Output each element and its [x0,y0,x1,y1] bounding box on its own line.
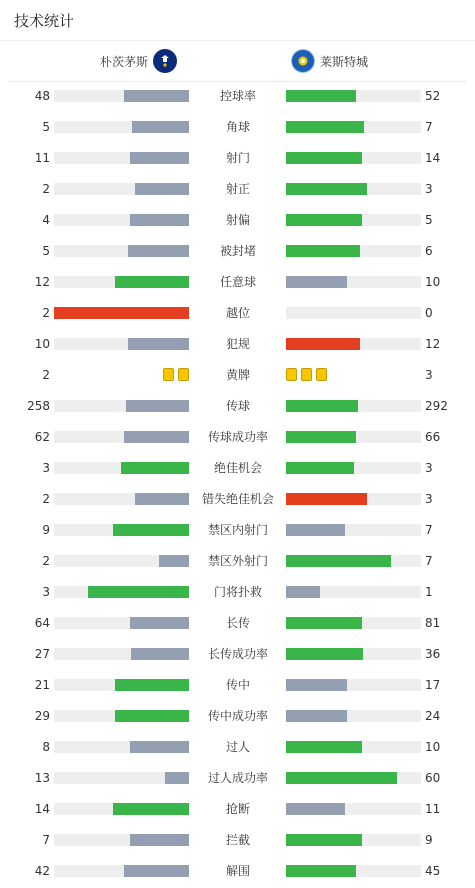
stat-row [0,267,475,298]
away-team-crest-icon [291,49,315,73]
stat-label: 角球 [225,120,250,134]
away-value: 0 [425,306,433,320]
home-bar-fill [165,772,189,784]
away-bar-track [286,772,421,784]
away-bar-fill [286,617,362,629]
stat-row [0,701,475,732]
away-value: 11 [425,802,441,816]
stat-row [0,670,475,701]
away-value: 60 [425,771,441,785]
away-value: 14 [425,151,441,165]
stat-row [0,391,475,422]
stat-label: 射偏 [225,213,250,227]
yellow-card-icon [316,368,327,381]
away-bar-fill [286,431,356,443]
home-yellow-cards [163,368,189,381]
away-bar-track [286,152,421,164]
away-bar-fill [286,710,347,722]
away-bar-fill [286,214,362,226]
away-bar-fill [286,183,367,195]
stat-label: 黄牌 [225,368,250,382]
away-bar-track [286,741,421,753]
away-bar-track [286,121,421,133]
stat-label: 禁区外射门 [207,554,268,568]
away-team-name: 莱斯特城 [320,54,369,69]
stat-label: 拦截 [225,833,250,847]
away-bar-fill [286,245,360,257]
away-bar-fill [286,555,391,567]
away-value: 5 [425,213,433,227]
home-value: 64 [34,616,50,630]
away-bar-fill [286,121,364,133]
away-bar-fill [286,803,345,815]
home-value: 258 [27,399,50,413]
home-bar-track [54,524,189,536]
teams-header [8,41,467,82]
home-bar-fill [115,276,189,288]
away-bar-track [286,617,421,629]
stat-row [0,205,475,236]
home-value: 42 [34,864,50,878]
yellow-card-icon [163,368,174,381]
stat-label: 传球成功率 [207,430,268,444]
home-bar-fill [124,865,189,877]
home-bar-track [54,121,189,133]
stat-label: 错失绝佳机会 [201,492,274,506]
home-bar-track [54,803,189,815]
stat-row [0,484,475,515]
home-bar-track [54,462,189,474]
home-bar-fill [130,834,189,846]
home-bar-fill [130,741,189,753]
away-value: 9 [425,833,433,847]
stat-label: 解围 [225,864,250,878]
home-bar-track [54,245,189,257]
away-bar-fill [286,772,397,784]
stat-label: 禁区内射门 [207,523,268,537]
away-bar-fill [286,524,345,536]
stat-label: 绝佳机会 [213,461,262,475]
stat-label: 传中成功率 [207,709,268,723]
home-bar-fill [130,152,189,164]
away-bar-track [286,648,421,660]
stat-row [0,298,475,329]
home-bar-track [54,834,189,846]
away-value: 3 [425,182,433,196]
home-bar-track [54,276,189,288]
away-bar-fill [286,648,363,660]
away-bar-track [286,803,421,815]
stat-row [0,515,475,546]
away-bar-track [286,245,421,257]
home-value: 62 [34,430,50,444]
away-value: 7 [425,554,433,568]
away-value: 292 [425,399,448,413]
home-bar-fill [131,648,189,660]
stat-row [0,236,475,267]
away-bar-track [286,431,421,443]
stat-label: 抢断 [225,802,250,816]
home-bar-fill [128,338,189,350]
home-value: 11 [34,151,50,165]
home-bar-track [54,431,189,443]
away-bar-track [286,307,421,319]
stat-row [0,112,475,143]
away-bar-fill [286,276,347,288]
home-bar-fill [159,555,189,567]
home-bar-fill [121,462,189,474]
home-team[interactable] [100,41,177,81]
home-value: 27 [34,647,50,661]
home-value: 10 [34,337,50,351]
stat-label: 射正 [225,182,250,196]
home-value: 21 [34,678,50,692]
home-bar-fill [113,524,189,536]
stat-row [0,329,475,360]
away-bar-track [286,90,421,102]
stat-row [0,577,475,608]
away-bar-track [286,493,421,505]
stat-label: 被封堵 [219,244,256,258]
away-bar-fill [286,152,362,164]
home-value: 29 [34,709,50,723]
away-value: 3 [425,461,433,475]
away-value: 3 [425,492,433,506]
stat-row [0,825,475,856]
home-bar-fill [128,245,189,257]
home-bar-fill [113,803,189,815]
away-bar-track [286,462,421,474]
stat-label: 任意球 [219,275,256,289]
home-bar-fill [130,617,189,629]
home-value: 12 [34,275,50,289]
home-bar-track [54,338,189,350]
away-bar-track [286,710,421,722]
home-value: 5 [42,120,50,134]
home-bar-track [54,493,189,505]
home-value: 2 [42,492,50,506]
stat-row [0,608,475,639]
stat-label: 控球率 [219,89,256,103]
home-bar-track [54,555,189,567]
home-bar-fill [126,400,189,412]
home-value: 3 [42,585,50,599]
yellow-card-icon [286,368,297,381]
away-bar-track [286,586,421,598]
away-value: 3 [425,368,433,382]
stat-row [0,763,475,794]
page-title: 技术统计 [14,11,75,30]
home-value: 4 [42,213,50,227]
away-value: 6 [425,244,433,258]
stat-row [0,856,475,887]
away-bar-track [286,338,421,350]
home-value: 2 [42,306,50,320]
away-value: 52 [425,89,441,103]
home-bar-fill [135,493,189,505]
away-bar-track [286,276,421,288]
stat-label: 越位 [225,306,250,320]
away-value: 66 [425,430,441,444]
home-value: 5 [42,244,50,258]
yellow-card-icon [178,368,189,381]
home-value: 2 [42,182,50,196]
away-value: 10 [425,275,441,289]
away-bar-track [286,183,421,195]
away-bar-track [286,679,421,691]
stat-row [0,360,475,391]
home-bar-track [54,214,189,226]
home-value: 3 [42,461,50,475]
away-bar-fill [286,834,362,846]
away-value: 81 [425,616,441,630]
stat-row [0,639,475,670]
stat-label: 长传 [225,616,250,630]
home-bar-fill [124,90,189,102]
home-bar-track [54,90,189,102]
home-bar-fill [135,183,189,195]
home-bar-track [54,400,189,412]
away-bar-fill [286,400,358,412]
away-bar-fill [286,338,360,350]
away-value: 24 [425,709,441,723]
away-value: 10 [425,740,441,754]
away-bar-track [286,865,421,877]
home-value: 7 [42,833,50,847]
stat-row [0,81,475,112]
home-bar-fill [130,214,189,226]
stat-label: 过人成功率 [207,771,268,785]
away-bar-fill [286,679,347,691]
away-value: 7 [425,120,433,134]
yellow-card-icon [301,368,312,381]
home-value: 2 [42,368,50,382]
away-value: 36 [425,647,441,661]
home-bar-fill [115,679,189,691]
away-bar-track [286,400,421,412]
away-bar-track [286,524,421,536]
header-bar [0,0,475,41]
away-bar-fill [286,90,356,102]
home-bar-fill [115,710,189,722]
stat-row [0,546,475,577]
home-bar-fill [54,307,189,319]
away-bar-fill [286,493,367,505]
away-value: 45 [425,864,441,878]
home-bar-track [54,679,189,691]
home-value: 8 [42,740,50,754]
away-bar-fill [286,586,320,598]
away-yellow-cards [286,368,327,381]
stat-label: 过人 [225,740,250,754]
away-bar-fill [286,462,354,474]
home-bar-track [54,152,189,164]
home-bar-track [54,648,189,660]
home-bar-track [54,710,189,722]
away-bar-fill [286,865,356,877]
home-value: 48 [34,89,50,103]
home-bar-track [54,741,189,753]
stat-label: 传中 [225,678,250,692]
home-team-name: 朴茨茅斯 [99,54,148,69]
stat-label: 射门 [225,151,250,165]
home-bar-track [54,586,189,598]
stat-row [0,794,475,825]
stat-row [0,422,475,453]
away-bar-fill [286,741,362,753]
stat-row [0,174,475,205]
away-value: 12 [425,337,441,351]
home-bar-track [54,183,189,195]
home-bar-fill [88,586,189,598]
stat-row [0,732,475,763]
home-value: 9 [42,523,50,537]
stat-row [0,453,475,484]
home-value: 13 [34,771,50,785]
stat-label: 长传成功率 [207,647,268,661]
home-bar-fill [132,121,189,133]
away-team[interactable] [291,41,368,81]
home-bar-fill [124,431,189,443]
away-value: 1 [425,585,433,599]
home-bar-track [54,617,189,629]
away-value: 7 [425,523,433,537]
stat-label: 犯规 [225,337,250,351]
home-value: 14 [34,802,50,816]
home-bar-track [54,307,189,319]
away-bar-track [286,555,421,567]
away-value: 17 [425,678,441,692]
home-bar-track [54,772,189,784]
stat-label: 门将扑救 [213,585,262,599]
home-value: 2 [42,554,50,568]
home-bar-track [54,865,189,877]
home-team-crest-icon [153,49,177,73]
stat-label: 传球 [225,399,250,413]
away-bar-track [286,834,421,846]
away-bar-track [286,214,421,226]
stat-row [0,143,475,174]
